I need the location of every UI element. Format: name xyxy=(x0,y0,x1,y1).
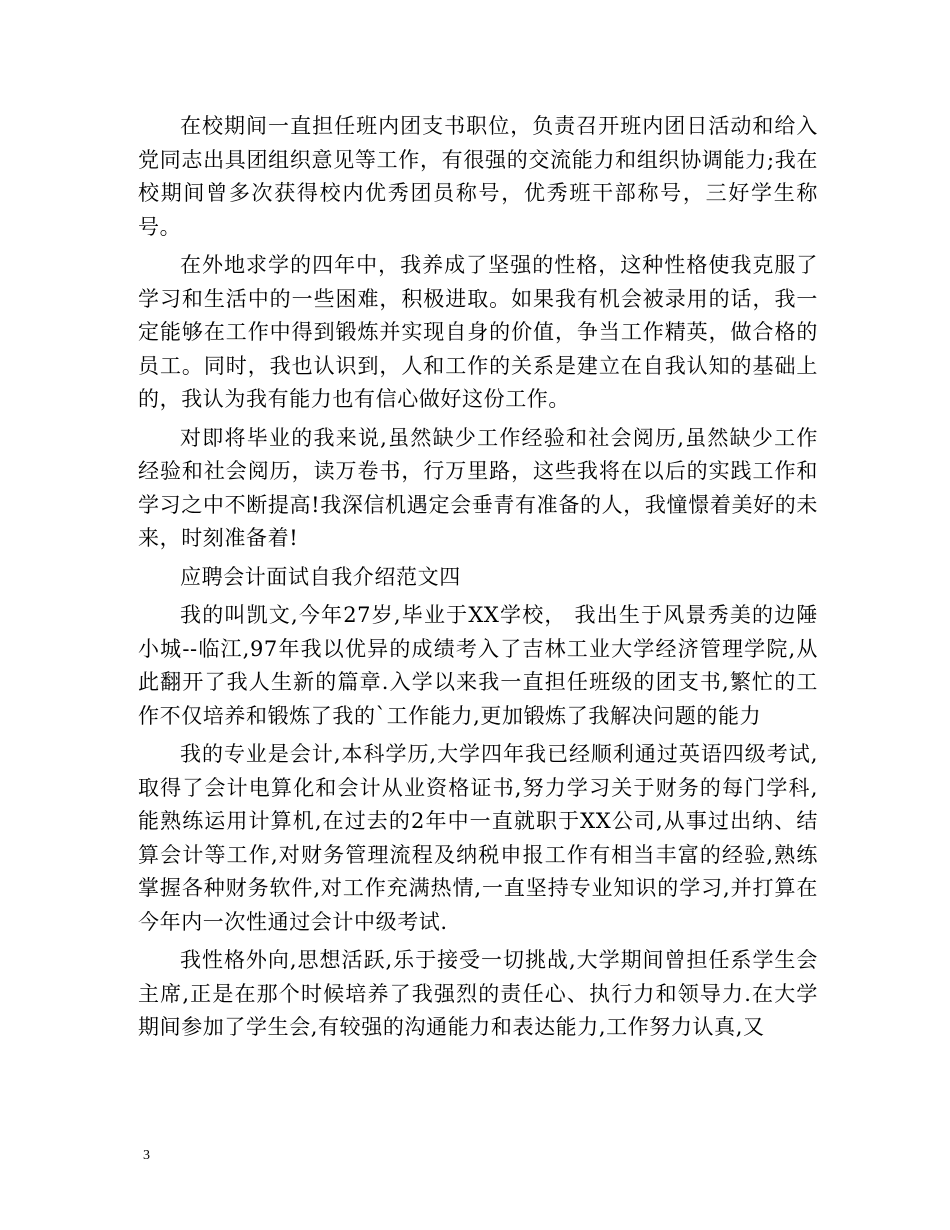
paragraph-4: 我的叫凯文,今年27岁,毕业于XX学校， 我出生于风景秀美的边陲小城--临江,97年我以优异的成绩考入了吉林工业大学经济管理学院,从此翻开了我人生新的篇章.入学以来我一直担任班级的团支书,繁忙的工作不仅培养和锻炼了我的`工作能力,更加锻炼了我解决问题的能力 xyxy=(138,603,818,728)
paragraph-1: 在校期间一直担任班内团支书职位，负责召开班内团日活动和给入党同志出具团组织意见等工作，有很强的交流能力和组织协调能力;我在校期间曾多次获得校内优秀团员称号，优秀班干部称号，三好学生称号。 xyxy=(138,114,818,239)
paragraph-6: 我性格外向,思想活跃,乐于接受一切挑战,大学期间曾担任系学生会主席,正是在那个时候培养了我强烈的责任心、执行力和领导力.在大学期间参加了学生会,有较强的沟通能力和表达能力,工作努力认真,又 xyxy=(138,948,818,1039)
page-number: 3 xyxy=(143,1148,150,1163)
paragraph-5: 我的专业是会计,本科学历,大学四年我已经顺利通过英语四级考试,取得了会计电算化和会计从业资格证书,努力学习关于财务的每门学科,能熟练运用计算机,在过去的2年中一直就职于XX公司,从事过出纳、结算会计等工作,对财务管理流程及纳税申报工作有相当丰富的经验,熟练掌握各种财务软件,对工作充满热情,一直坚持专业知识的学习,并打算在今年内一次性通过会计中级考试. xyxy=(138,742,818,934)
paragraph-3: 对即将毕业的我来说,虽然缺少工作经验和社会阅历,虽然缺少工作经验和社会阅历，读万卷书，行万里路，这些我将在以后的实践工作和学习之中不断提高!我深信机遇定会垂青有准备的人，我憧憬着美好的未来，时刻准备着! xyxy=(138,425,818,550)
document-body xyxy=(138,110,818,1050)
paragraph-2: 在外地求学的四年中，我养成了坚强的性格，这种性格使我克服了学习和生活中的一些困难，积极进取。如果我有机会被录用的话，我一定能够在工作中得到锻炼并实现自身的价值，争当工作精英，做合格的员工。同时，我也认识到，人和工作的关系是建立在自我认知的基础上的，我认为我有能力也有信心做好这份工作。 xyxy=(138,253,818,411)
section-heading: 应聘会计面试自我介绍范文四 xyxy=(180,564,461,589)
